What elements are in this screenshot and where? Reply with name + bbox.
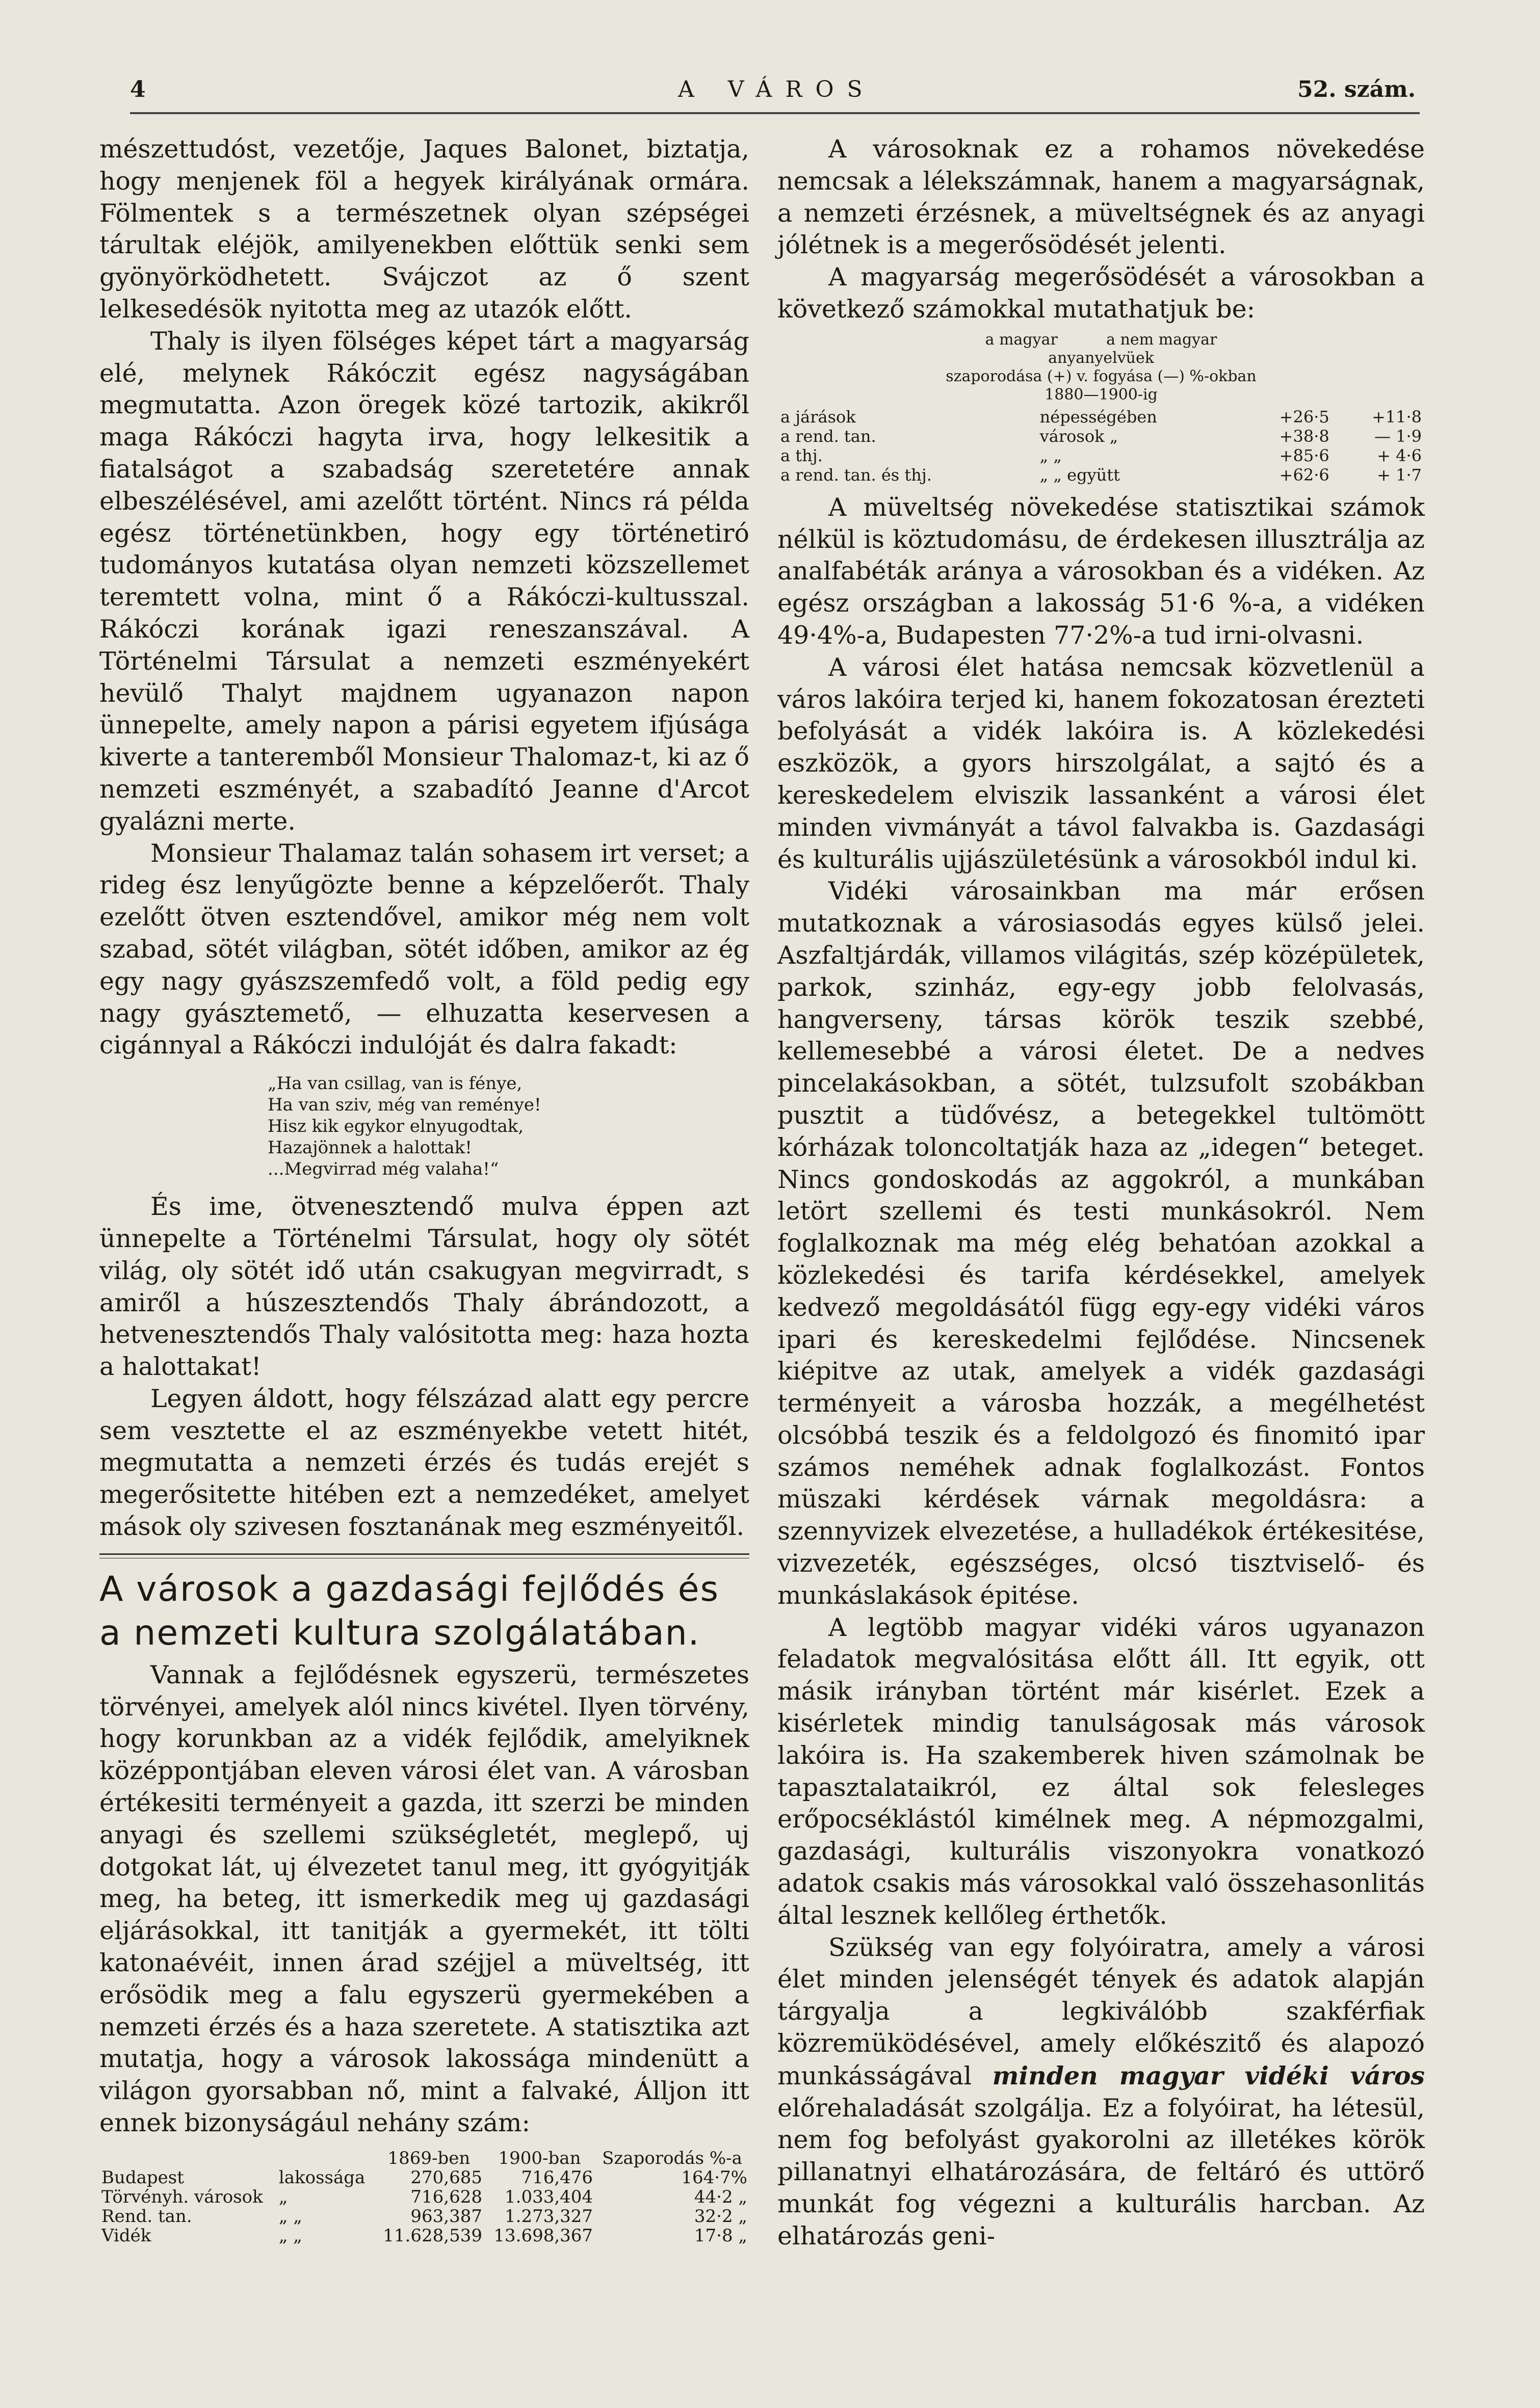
table-cell: Vidék — [101, 2225, 151, 2246]
table-cell: 13.698,367 — [493, 2225, 593, 2246]
table-row — [777, 407, 1425, 427]
table-cell: „ „ — [278, 2206, 302, 2227]
poem-line: ...Megvirrad még valaha!“ — [268, 1159, 499, 1180]
table-cell: 270,685 — [410, 2167, 482, 2188]
table-cell: a járások — [780, 407, 856, 427]
table-cell: 32·2 „ — [694, 2206, 747, 2227]
poem-line: Hisz kik egykor elnyugodtak, — [268, 1116, 524, 1137]
table-row — [777, 465, 1425, 485]
language-table-header — [777, 331, 1425, 404]
table-cell: 1.273,327 — [505, 2206, 593, 2227]
paragraph: Vannak a fejlődésnek egyszerü, természetes törvényei, amelyek alól nincs kivétel. Ilyen törvény, hogy korunkban az a vidék fejlődik, amelyiknek középpontjában eleven városi élet van. A városban értékesiti terményeit a gazda, itt szerzi be minden anyagi és szellemi szükségletét, meglepő, uj dotgokat lát, uj élvezetet tanul meg, itt gyógyitják meg, ha beteg, itt ismerkedik meg uj gazdasági eljárásokkal, itt tanitják a gyermekét, itt tölti katonaévéit, innen árad széjjel a müveltség, itt erősödik meg a falu egyszerü gyermekében a nemzeti érzés és a haza szeretete. A statisztika azt mutatja, hogy a városok lakossága mindenütt a világon gyorsabban nő, mint a falvaké, Álljon itt ennek bizonyságául nehány szám: — [99, 1660, 749, 2138]
poem-line: Hazajönnek a halottak! — [268, 1137, 472, 1158]
right-column — [777, 134, 1425, 2253]
table-cell: Rend. tan. — [101, 2206, 192, 2227]
paragraph — [777, 1932, 1425, 2253]
table-cell: 11.628,539 — [383, 2225, 482, 2246]
paragraph: A magyarság megerősödését a városokban a következő számokkal mutathatjuk be: — [777, 262, 1425, 324]
table-cell: + 4·6 — [1377, 445, 1422, 465]
table-cell: „ „ — [1039, 445, 1062, 465]
table-header — [277, 2149, 374, 2168]
language-table — [777, 407, 1425, 485]
table-header: Szaporodás %-a — [602, 2148, 742, 2168]
table-cell: +26·5 — [1279, 407, 1329, 427]
table-cell: „ „ együtt — [1039, 465, 1120, 485]
table-cell: 716,628 — [410, 2186, 482, 2207]
table-row — [99, 2207, 749, 2226]
table-header — [99, 2149, 277, 2168]
table-row — [99, 2168, 749, 2187]
table-cell: Törvényh. városok — [101, 2186, 263, 2207]
paragraph: A városi élet hatása nemcsak közvetlenül a város lakóira terjed ki, hanem fokozatosan érezteti befolyását a vidék lakóira is. A közlekedési eszközök, a gyors hirszolgálat, a sajtó és a kereskedelem elviszik lassanként a városi élet minden vivmányát a távol falvakba is. Gazdasági és kulturális ujjászületésünk a városokból indul ki. — [777, 652, 1425, 874]
table-cell: +62·6 — [1279, 465, 1329, 485]
population-table — [99, 2149, 749, 2245]
table-cell: 716,476 — [521, 2167, 593, 2188]
section-divider — [99, 1553, 749, 1558]
header-rule — [130, 112, 1420, 114]
paragraph: Monsieur Thalamaz talán sohasem irt verset; a rideg ész lenyűgözte benne a képzelőerőt. Thaly ezelőtt ötven esztendővel, amikor még nem volt szabad, sötét világban, sötét időben, amikor az ég egy nagy gyászszemfedő volt, a föld pedig egy nagy gyásztemető, — elhuzatta keservesen a cigánnyal a Rákóczi indulóját és dalra fakadt: — [99, 838, 749, 1060]
paragraph: Thaly is ilyen fölséges képet tárt a magyarság elé, melynek Rákóczit egész nagyságában megmutatta. Azon öregek közé tartozik, akikről maga Rákóczi hagyta irva, hogy lelkesitik a fiatalságot a szabadság szeretetére annak elbeszélésével, ami azelőtt történt. Nincs rá példa egész történetünkben, hogy egy történetiró tudományos kutatása olyan nemzeti közszellemet teremtett volna, mint ő a Rákóczi-kultusszal. Rákóczi korának igazi reneszanszával. A Történelmi Társulat a nemzeti eszményekért hevülő Thalyt majdnem ugyanazon napon ünnepelte, amely napon a párisi egyetem ifjúsága kiverte a tanteremből Monsieur Thalomaz-t, ki az ő nemzeti eszményét, a szabadító Jeanne d'Arcot gyalázni merte. — [99, 326, 749, 836]
table-row — [777, 427, 1425, 446]
table-caption: szaporodása (+) v. fogyása (—) %-okban — [946, 367, 1257, 385]
table-header: 1869-ben — [387, 2148, 471, 2168]
page-header — [0, 0, 1540, 117]
table-cell: 44·2 „ — [694, 2186, 747, 2207]
table-cell: városok „ — [1039, 426, 1118, 446]
table-header-row — [99, 2149, 749, 2168]
table-cell: „ „ — [278, 2225, 302, 2246]
table-cell: a rend. tan. — [780, 426, 876, 446]
poem-quote — [268, 1073, 749, 1180]
masthead-title: A VÁROS — [678, 76, 876, 102]
poem-line: „Ha van csillag, van is fénye, — [268, 1073, 523, 1094]
table-caption: anyanyelvüek — [1048, 349, 1154, 367]
paragraph: A müveltség növekedése statisztikai számok nélkül is köztudomásu, de érdekesen illusztrálja az analfabéták aránya a városokban és a vidéken. Az egész országban a lakosság 51·6 %-a, a vidéken 49·4%-a, Budapesten 77·2%-a tud irni-olvasni. — [777, 492, 1425, 650]
table-cell: a rend. tan. és thj. — [780, 465, 932, 485]
table-row — [99, 2226, 749, 2245]
paragraph: És ime, ötvenesztendő mulva éppen azt ünnepelte a Történelmi Társulat, hogy oly sötét világ, oly sötét idő után csakugyan megvirradt, s amiről a húszesztendős Thaly ábrándozott, a hetvenesztendős Thaly valósitotta meg: haza hozta a halottakat! — [99, 1192, 749, 1382]
table-cell: 17·8 „ — [694, 2225, 747, 2246]
table-cell: + 1·7 — [1377, 465, 1422, 485]
issue-number: 52. szám. — [1297, 76, 1416, 102]
table-cell: lakossága — [278, 2167, 366, 2188]
paragraph: mészettudóst, vezetője, Jaques Balonet, biztatja, hogy menjenek föl a hegyek királyának ormára. Fölmentek s a természetnek olyan szépségei tárultak eléjök, amilyenekben előttük senki sem gyönyörködhetett. Svájczot az ő szent lelkesedésök nyitotta meg az utazók előtt. — [99, 135, 749, 324]
emphasis-text: minden magyar vidéki város — [992, 2060, 1425, 2091]
table-cell: 1.033,404 — [505, 2186, 593, 2207]
paragraph: Vidéki városainkban ma már erősen mutatkoznak a városiasodás egyes külső jelei. Aszfaltjárdák, villamos világitás, szép középületek, parkok, szinház, egy-egy jobb felolvasás, hangverseny, társas körök teszik szebbé, kellemesebbé a városi életet. De a nedves pincelakásokban, a sötét, tulzsufolt szobákban pusztit a tüdővész, a betegekkel tultömött kórházak toloncoltatják haza az „idegen“ beteget. Nincs gondoskodás az aggokról, a munkában letört szellemi és testi munkásokról. Nem foglalkoznak ma még elég behatóan azokkal a közlekedési és tarifa kérdésekkel, amelyek kedvező megoldásától függ egy-egy vidéki város ipari és kereskedelmi fejlődése. Nincsenek kiépitve az utak, amelyek a vidék gazdasági terményeit a városba hozzák, a megélhetést olcsóbbá teszik és a feldolgozó és finomitó ipar számos neméhek adnak foglalkozást. Fontos müszaki kérdések várnak megoldásra: a szennyvizek elvezetése, a hulladékok értékesitése, vizvezeték, egészséges, olcsó tisztviselő- és munkáslakások épitése. — [777, 877, 1425, 1610]
table-cell: — 1·9 — [1374, 426, 1422, 446]
paragraph-text: előrehaladását szolgálja. Ez a folyóirat, ha létesül, nem fog befolyást gyakorolni az illetékes körök pillanatnyi elhatározására, de feltáró és uttörő munkát fog végezni a kulturális harcban. Az elhatározás geni- — [777, 2093, 1425, 2251]
paragraph-text: Szükség van egy folyóiratra, amely a városi élet minden jelenségét tények és adatok alapján tárgyalja a legkiválóbb szakférfiak közremüködésével, amely előkészitő és alapozó munkásságával — [777, 1933, 1425, 2091]
table-cell: 164·7% — [681, 2167, 747, 2188]
left-column — [99, 134, 749, 2255]
table-cell: népességében — [1039, 407, 1157, 427]
table-caption: a magyar a nem magyar — [985, 330, 1217, 349]
table-caption: 1880—1900-ig — [1045, 385, 1158, 404]
paragraph: Legyen áldott, hogy félszázad alatt egy percre sem vesztette el az eszményekbe vetett hitét, megmutatta a nemzeti érzés és tudás erejét s megerősitette hitében ezt a nemzedéket, amelyet mások oly szivesen fosztanának meg eszményeitől. — [99, 1384, 749, 1542]
table-cell: „ — [278, 2186, 288, 2207]
page-number: 4 — [130, 76, 146, 102]
table-row — [777, 446, 1425, 465]
table-cell: Budapest — [101, 2167, 184, 2188]
table-cell: +11·8 — [1371, 407, 1422, 427]
table-cell: +85·6 — [1279, 445, 1329, 465]
article-headline: A városok a gazdasági fejlődés és a nemzeti kultura szolgálatában. — [99, 1569, 720, 1653]
poem-line: Ha van sziv, még van reménye! — [268, 1095, 541, 1116]
table-row — [99, 2187, 749, 2207]
paragraph: A városoknak ez a rohamos növekedése nemcsak a lélekszámnak, hanem a magyarságnak, a nemzeti érzésnek, a müveltségnek és az anyagi jólétnek is a megerősödését jelenti. — [777, 135, 1425, 260]
table-cell: 963,387 — [410, 2206, 482, 2227]
paragraph: A legtöbb magyar vidéki város ugyanazon feladatok megvalósitása előtt áll. Itt egyik, ott másik irányban történt már kisérlet. Ezek a kisérletek mindig tanulságosak más városok lakóira is. Ha szakemberek hiven számolnak be tapasztalataikról, ez által sok felesleges erőpocséklástól kimélnek meg. A népmozgalmi, gazdasági, kulturális viszonyokra vonatkozó adatok csakis más városokkal való összehasonlitás által lesznek kellőleg érthetők. — [777, 1612, 1425, 1930]
table-header: 1900-ban — [498, 2148, 581, 2168]
table-cell: a thj. — [780, 445, 823, 465]
table-cell: +38·8 — [1279, 426, 1329, 446]
